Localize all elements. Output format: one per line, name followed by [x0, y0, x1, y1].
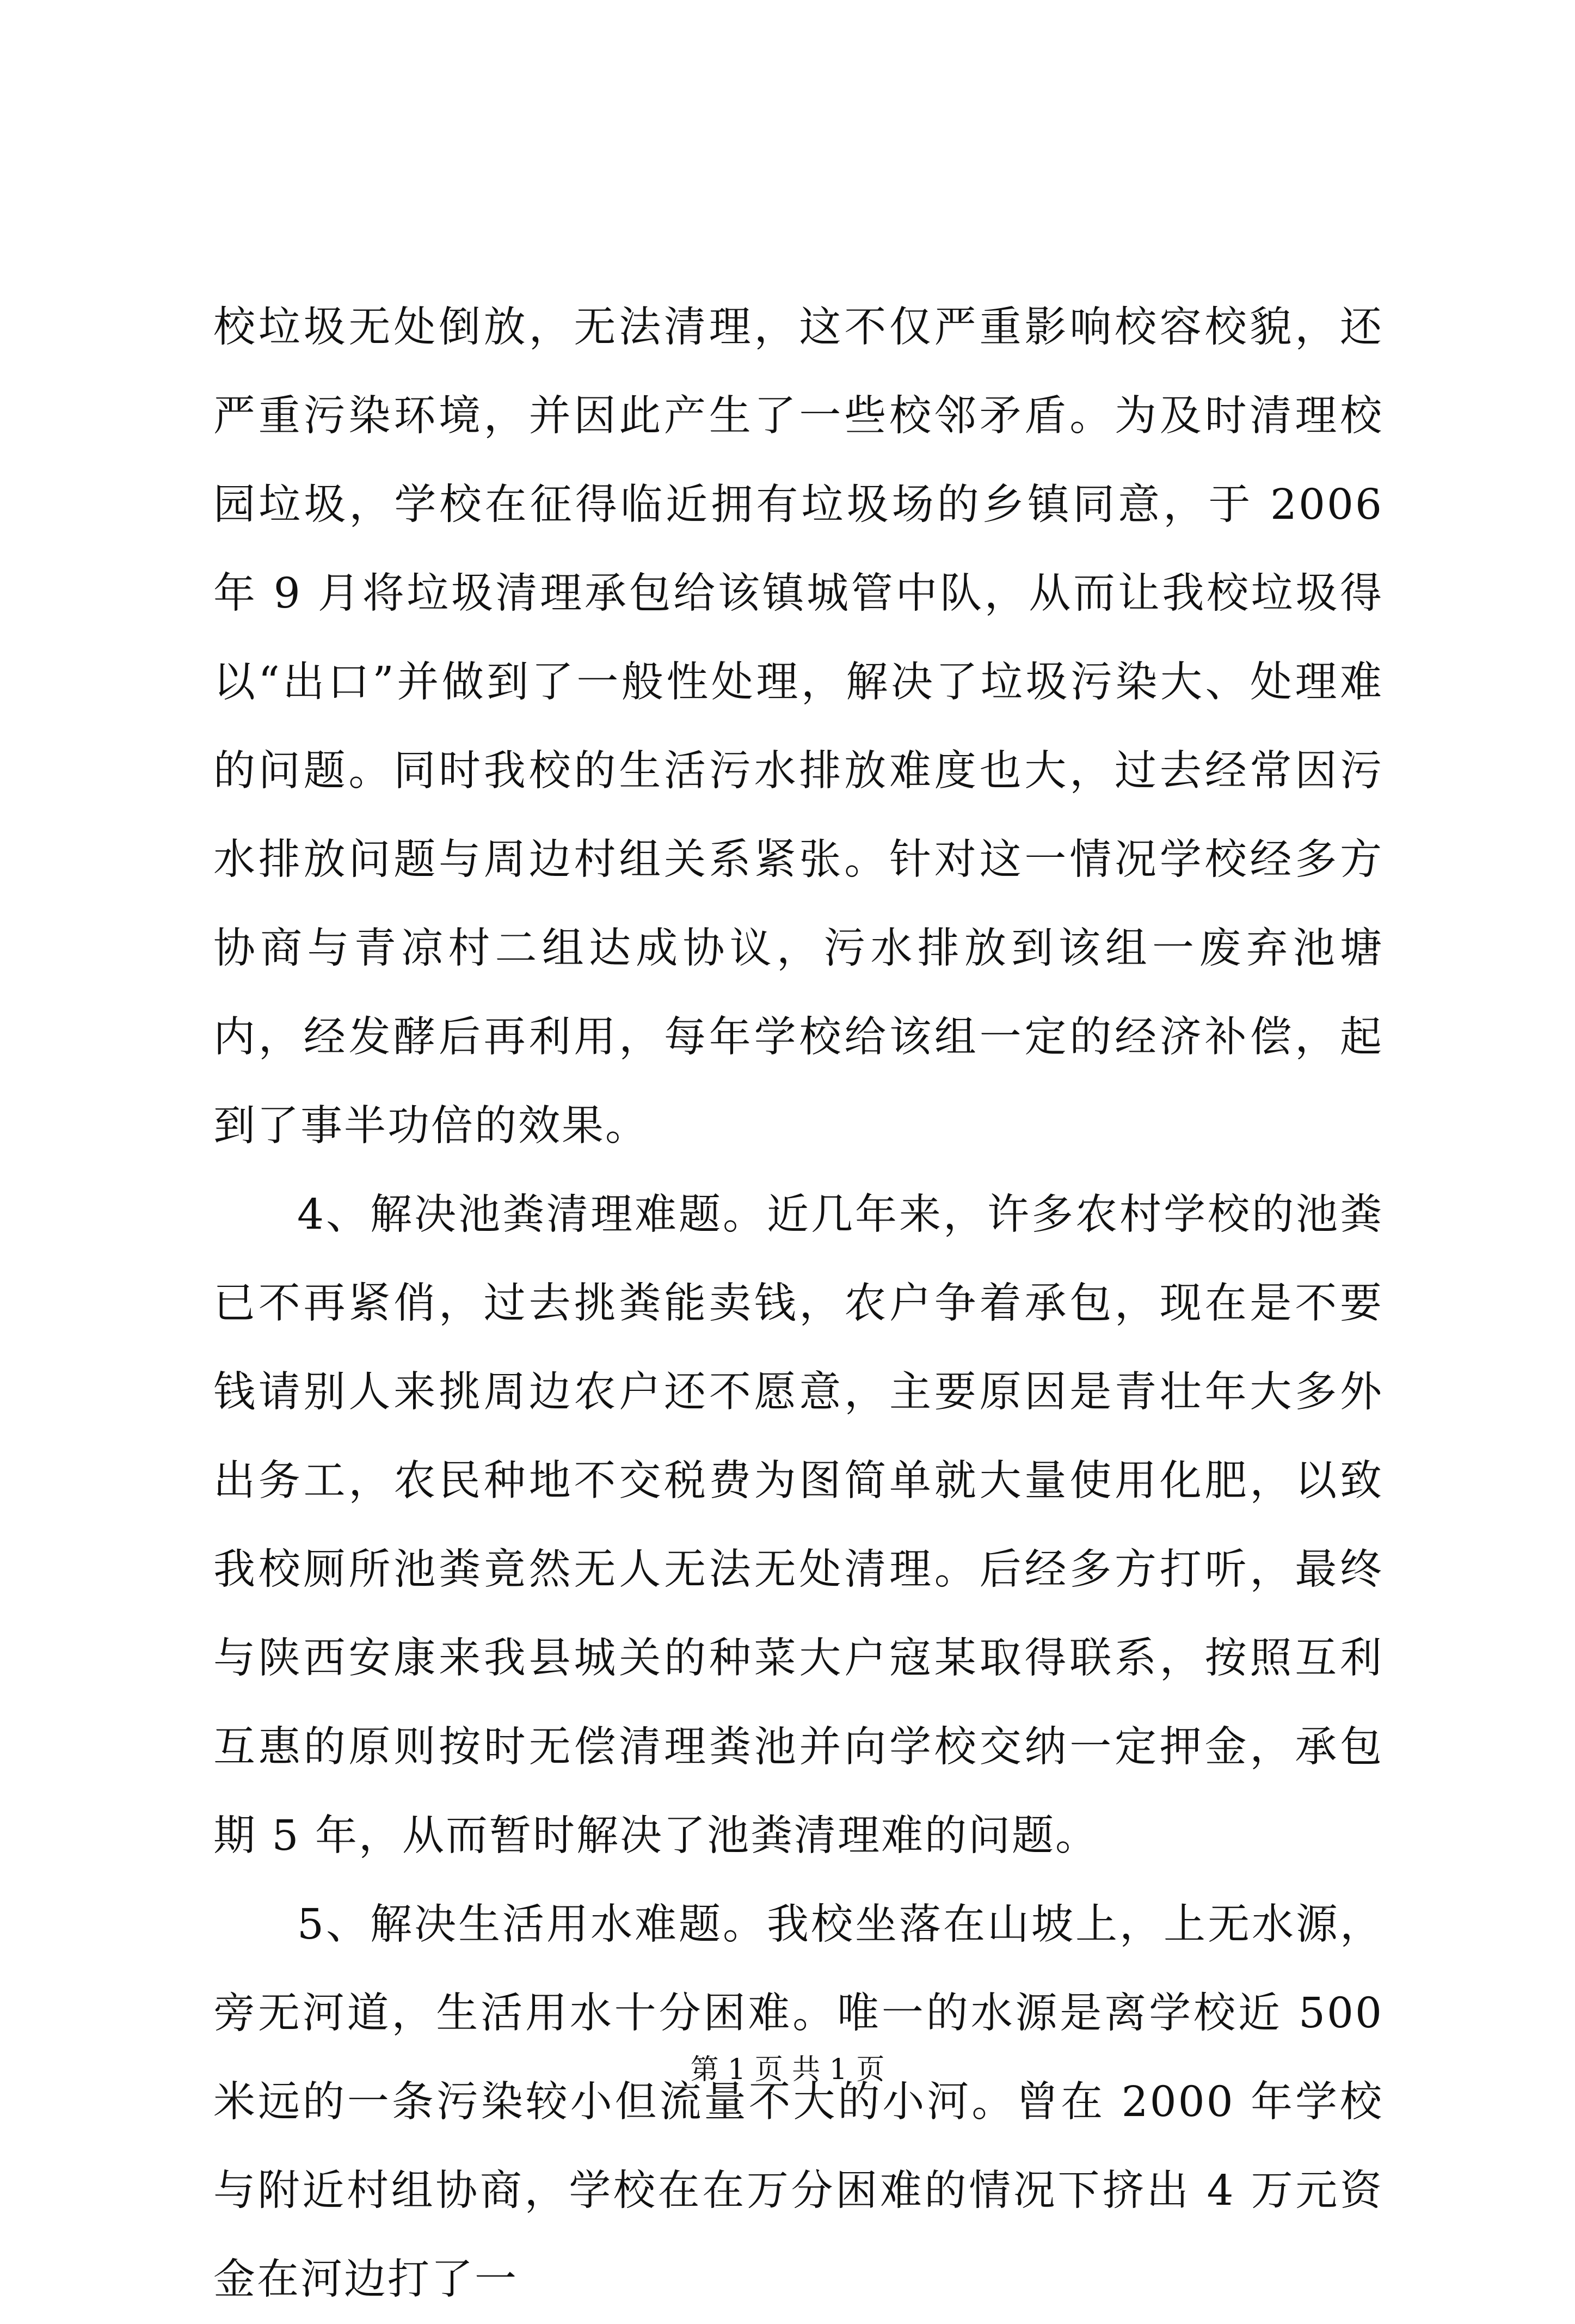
paragraph-garbage-and-sewage: 校垃圾无处倒放，无法清理，这不仅严重影响校容校貌，还严重污染环境，并因此产生了一些校邻矛盾。为及时清理校园垃圾，学校在征得临近拥有垃圾场的乡镇同意，于 2006 年 9 月将垃圾清理承包给该镇城管中队，从而让我校垃圾得以“出口”并做到了一般性处理，解决了垃圾污染大、处理难的问题。同时我校的生活污水排放难度也大，过去经常因污水排放问题与周边村组关系紧张。针对这一情况学校经多方协商与青凉村二组达成协议，污水排放到该组一废弃池塘内，经发酵后再利用，每年学校给该组一定的经济补偿，起到了事半功倍的效果。	[213, 303, 1383, 1150]
paragraph-water-supply: 5、解决生活用水难题。我校坐落在山坡上，上无水源，旁无河道，生活用水十分困难。唯一的水源是离学校近 500 米远的一条污染较小但流量不大的小河。曾在 2000 年学校与附近村组协商，学校在在万分困难的情况下挤出 4 万元资金在河边打了一	[213, 1900, 1383, 2304]
document-body	[213, 283, 1383, 2324]
paragraph-manure-cleanup: 4、解决池粪清理难题。近几年来，许多农村学校的池粪已不再紧俏，过去挑粪能卖钱，农户争着承包，现在是不要钱请别人来挑周边农户还不愿意，主要原因是青壮年大多外出务工，农民种地不交税费为图简单就大量使用化肥，以致我校厕所池粪竟然无人无法无处清理。后经多方打听，最终与陕西安康来我县城关的种菜大户寇某取得联系，按照互利互惠的原则按时无偿清理粪池并向学校交纳一定押金，承包期 5 年，从而暂时解决了池粪清理难的问题。	[213, 1191, 1383, 1860]
page-number-footer: 第 1 页 共 1 页	[690, 2053, 885, 2086]
